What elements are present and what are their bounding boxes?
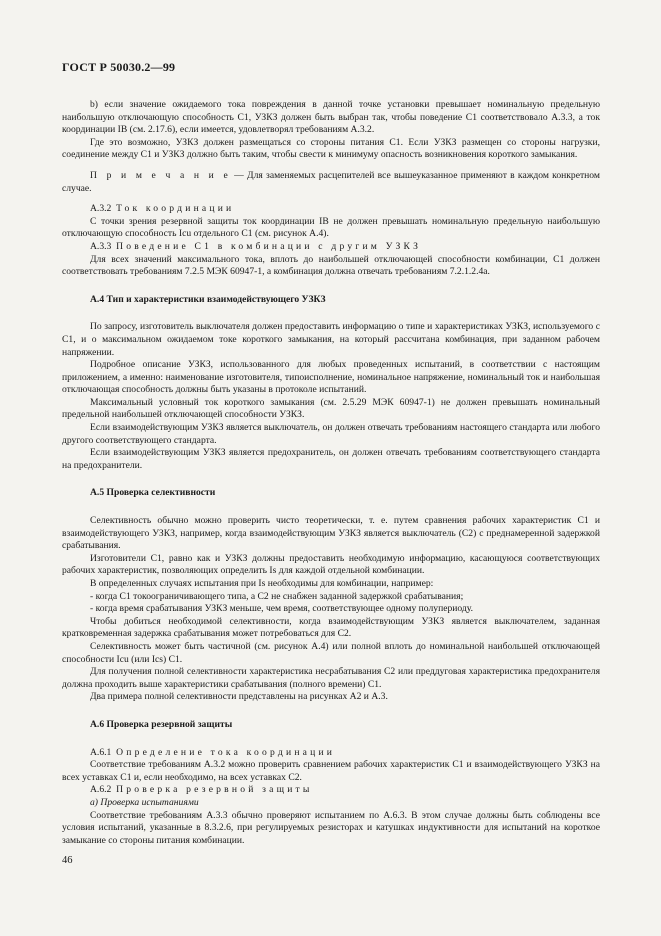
paragraph: С точки зрения резервной защиты ток координации IB не должен превышать номинальную предельную наибольшую отключающую способность Icu отдельного C1 (см. рисунок А.4). — [62, 215, 600, 240]
clause-heading — [62, 747, 600, 760]
paragraph: b) если значение ожидаемого тока повреждения в данной точке установки превышает номинальную предельную наибольшую отключающую способность C1, УЗКЗ должен быть выбран так, чтобы поведение C1 соответствовало А.3.3, а ток координации IB (см. 2.17.6), если имеется, удовлетворял требованиям А.3.2. — [62, 99, 600, 136]
clause-heading — [62, 203, 600, 216]
note-text: — Для заменяемых расцепителей все вышеуказанное применяют в каждом конкретном случае. — [62, 169, 600, 194]
paragraph: Селективность обычно можно проверить чисто теоретически, т. е. путем сравнения рабочих характеристик C1 и взаимодействующего УЗКЗ, например, когда взаимодействующим УЗКЗ является выключатель (C2) с преднамеренной задержкой срабатывания. — [62, 515, 600, 552]
note — [62, 170, 600, 195]
clause-title: Ток координации — [116, 203, 235, 215]
clause-number: А.6.2 — [90, 784, 112, 796]
paragraph: Если взаимодействующим УЗКЗ является выключатель, он должен отвечать требованиям настоящего стандарта или любого другого соответствующего стандарта. — [62, 422, 600, 446]
paragraph: Если взаимодействующим УЗКЗ является предохранитель, он должен отвечать требованиям соответствующего стандарта на предохранители. — [62, 447, 600, 471]
clause-title: Поведение C1 в комбинации с другим УЗКЗ — [116, 240, 422, 252]
paragraph: Чтобы добиться необходимой селективности, когда взаимодействующим УЗКЗ является выключателем, заданная кратковременная задержка срабатывания может потребоваться для C2. — [62, 615, 600, 640]
paragraph: Для получения полной селективности характеристика несрабатывания C2 или преддуговая характеристика предохранителя должна проходить выше характеристики срабатывания (полного времени) C1. — [62, 666, 600, 690]
subclause-label — [62, 797, 600, 810]
section-heading: А.4 Тип и характеристики взаимодействующего УЗКЗ — [90, 293, 326, 305]
list-item: - когда C1 токоограничивающего типа, а C2 не снабжен заданной задержкой срабатывания; — [90, 590, 464, 602]
clause-title: Определение тока координации — [116, 746, 336, 758]
paragraph: Изготовители C1, равно как и УЗКЗ должны предоставить необходимую информацию, касающуюся соответствующих рабочих характеристик, позволяющих определить Is для каждой отдельной комбинации. — [62, 552, 600, 577]
standard-header: ГОСТ Р 50030.2—99 — [62, 60, 176, 74]
list-item: - когда время срабатывания УЗКЗ меньше, чем время, соответствующее одному полупериоду. — [90, 603, 474, 615]
paragraph: Для всех значений максимального тока, вплоть до наибольшей отключающей способности комбинации, C1 должен соответствовать требованиям 7.2.5 МЭК 60947-1, а комбинация должна отвечать требованиям 7.2.1.2.4а. — [62, 253, 600, 278]
clause-heading — [62, 784, 600, 797]
page-number: 46 — [62, 855, 73, 866]
section-heading: А.6 Проверка резервной защиты — [90, 718, 233, 730]
section-heading: А.5 Проверка селективности — [90, 487, 216, 499]
subclause-text: а) Проверка испытаниями — [90, 796, 199, 808]
paragraph: В определенных случаях испытания при Is необходимы для комбинации, например: — [90, 578, 434, 589]
paragraph: Два примера полной селективности представлены на рисунках А2 и А.3. — [90, 691, 388, 703]
note-label: П р и м е ч а н и е — [90, 169, 231, 181]
paragraph: По запросу, изготовитель выключателя должен предоставить информацию о типе и характеристиках УЗКЗ, используемого с C1, и о максимальном ожидаемом токе короткого замыкания, на который рассчитана комбинация, при заданном рабочем напряжении. — [62, 321, 600, 358]
paragraph: Максимальный условный ток короткого замыкания (см. 2.5.29 МЭК 60947-1) не должен превышать номинальный предельной наибольшей отключающей способности УЗКЗ. — [62, 396, 600, 421]
document-page — [62, 60, 600, 847]
clause-number: А.3.2 — [90, 203, 112, 215]
clause-heading — [62, 241, 600, 254]
paragraph: Где это возможно, УЗКЗ должен размещаться со стороны питания C1. Если УЗКЗ размещен со стороны нагрузки, соединение между C1 и УЗКЗ должно быть таким, чтобы свести к минимуму опасность возникновения короткого замыкания. — [62, 136, 600, 161]
paragraph: Соответствие требованиям А.3.3 обычно проверяют испытанием по А.6.3. В этом случае должны быть соблюдены все условия испытаний, указанные в 8.3.2.6, при регулируемых резисторах и катушках индуктивности для испытаний на короткое замыкание со стороны питания комбинации. — [62, 809, 600, 846]
paragraph: Соответствие требованиям А.3.2 можно проверить сравнением рабочих характеристик C1 и взаимодействующего УЗКЗ на всех уставках C1 и, если необходимо, на всех уставках C2. — [62, 759, 600, 783]
paragraph: Подробное описание УЗКЗ, использованного для любых проведенных испытаний, в соответствии с настоящим приложением, а именно: наименование изготовителя, типоисполнение, номинальное напряжение, номинальный ток и наибольшая отключающая способность должны быть указаны в протоколе испытаний. — [62, 359, 600, 396]
clause-number: А.6.1 — [90, 746, 112, 758]
paragraph: Селективность может быть частичной (см. рисунок А.4) или полной вплоть до номинальной наибольшей отключающей способности Icu (или Ics) C1. — [62, 640, 600, 665]
clause-title: Проверка резервной защиты — [116, 784, 313, 796]
clause-number: А.3.3 — [90, 240, 112, 252]
